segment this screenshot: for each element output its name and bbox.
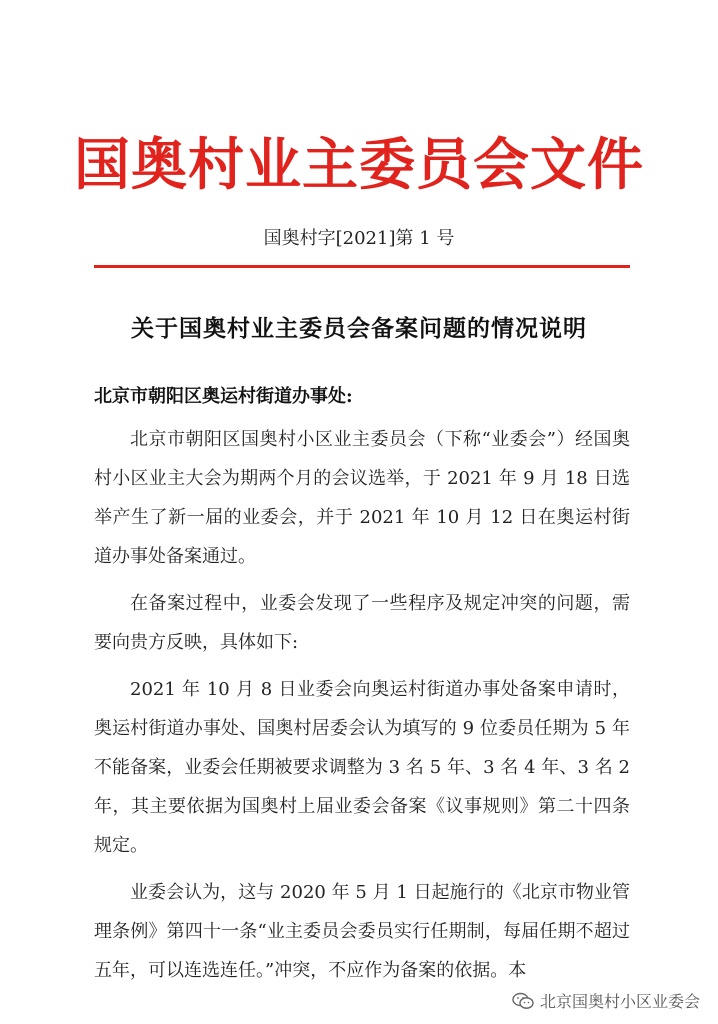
watermark-text: 北京国奥村小区业委会	[539, 992, 700, 1011]
paragraph: 在备案过程中，业委会发现了一些程序及规定冲突的问题，需要向贵方反映，具体如下:	[94, 593, 630, 653]
recipient-line: 北京市朝阳区奥运村街道办事处:	[94, 386, 353, 407]
document-header-title: 国奥村业主委员会文件	[74, 132, 644, 198]
red-divider	[94, 265, 630, 268]
paragraph: 业委会认为，这与 2020 年 5 月 1 日起施行的《北京市物业管理条例》第四十一条“业主委员会委员实行任期制，每届任期不超过五年，可以连选连任。”冲突，不应作为备案的依据。本	[94, 882, 630, 981]
wechat-watermark	[512, 989, 700, 1012]
document-subject: 关于国奥村业主委员会备案问题的情况说明	[131, 315, 587, 342]
document-number: 国奥村字[2021]第 1 号	[263, 228, 455, 249]
paragraph: 北京市朝阳区国奥村小区业主委员会（下称“业委会”）经国奥村小区业主大会为期两个月的会议选举，于 2021 年 9 月 18 日选举产生了新一届的业委会，并于 2021 年 10 月 12 日在奥运村街道办事处备案通过。	[94, 429, 630, 567]
wechat-icon	[512, 992, 534, 1010]
paragraph: 2021 年 10 月 8 日业委会向奥运村街道办事处备案申请时，奥运村街道办事处、国奥村居委会认为填写的 9 位委员任期为 5 年不能备案，业委会任期被要求调整为 3 名 5 年、3 名 4 年、3 名 2 年，其主要依据为国奥村上届业委会备案《议事规则》第二十四条规定。	[94, 679, 630, 856]
body-text	[94, 420, 630, 998]
